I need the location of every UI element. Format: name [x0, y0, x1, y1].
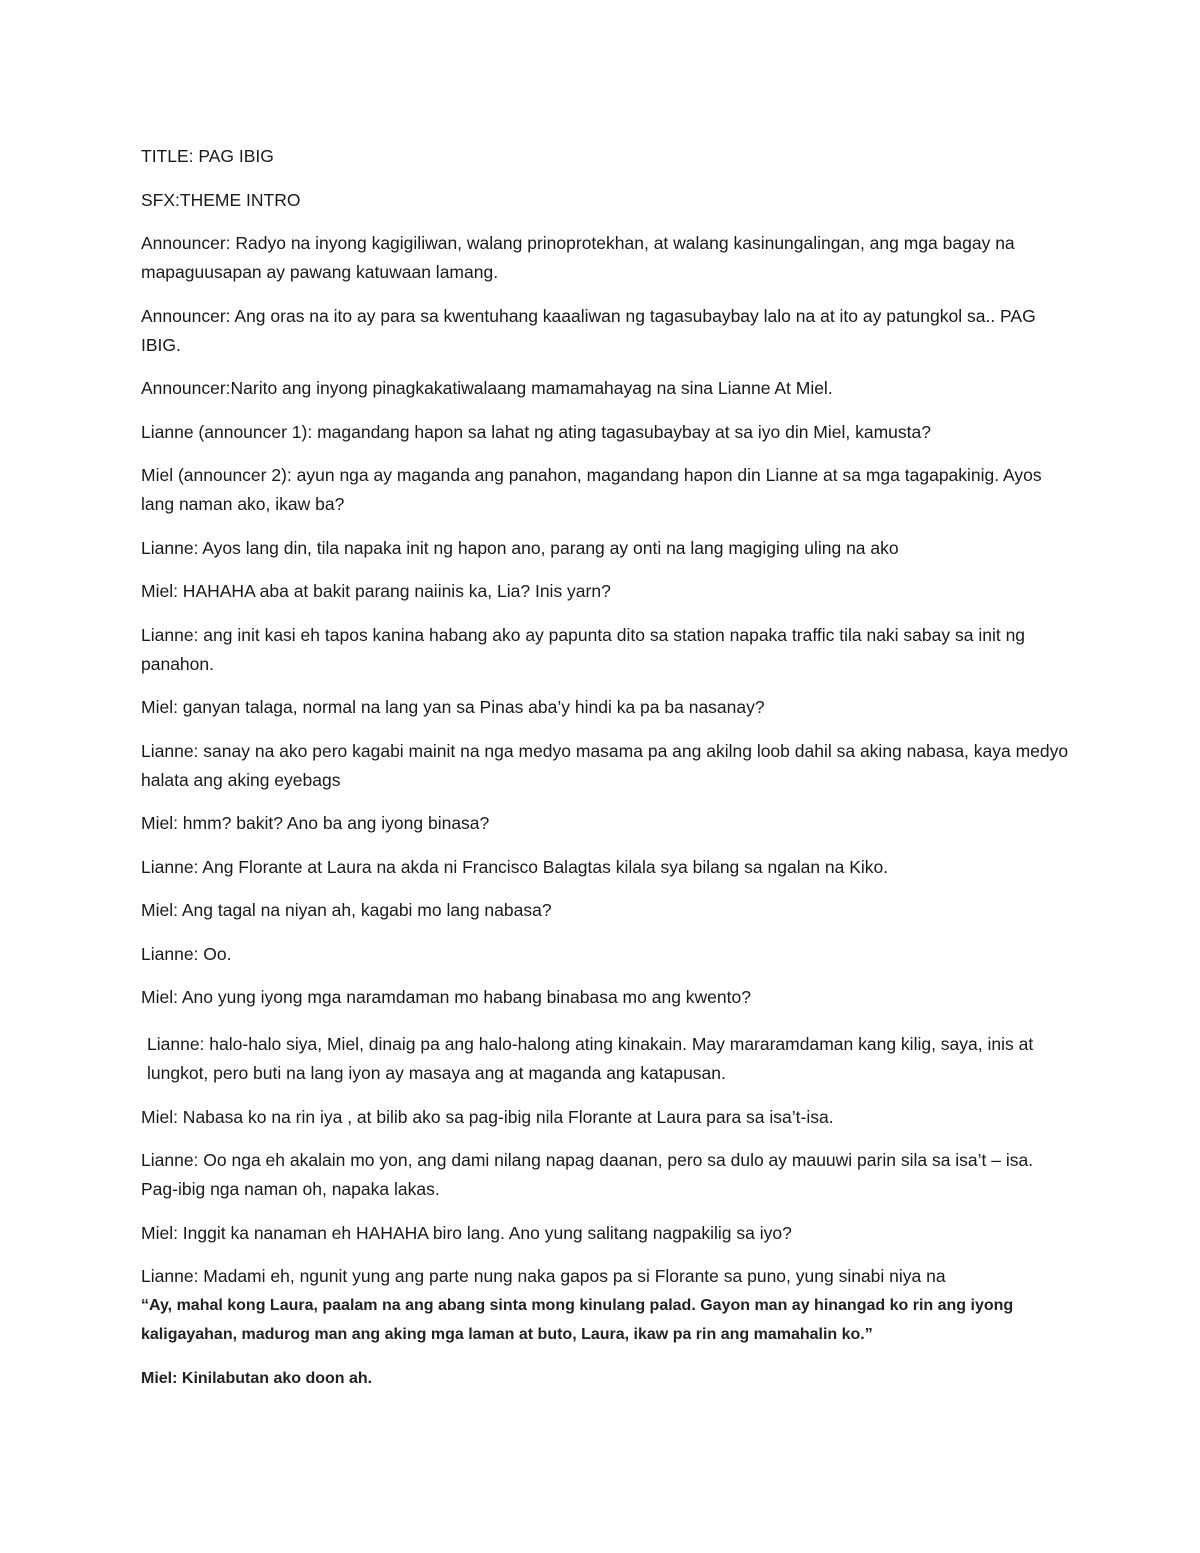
dialogue-line: Lianne: Madami eh, ngunit yung ang parte nung naka gapos pa si Florante sa puno, yung sinabi niya na [141, 1266, 946, 1286]
dialogue-line: Lianne: halo-halo siya, Miel, dinaig pa ang halo-halong ating kinakain. May mararamdaman kang kilig, saya, inis at lungkot, pero buti na lang iyon ay masaya ang at maganda ang katapusan. [147, 1034, 1034, 1083]
dialogue-line: Lianne: Ayos lang din, tila napaka init ng hapon ano, parang ay onti na lang magiging uling na ako [141, 537, 899, 558]
dialogue-line: Miel: HAHAHA aba at bakit parang naiinis ka, Lia? Inis yarn? [141, 581, 611, 601]
dialogue-line: Announcer: Radyo na inyong kagigiliwan, walang prinoprotekhan, at walang kasinungalingan, ang mga bagay na mapaguusapan ay pawang katuwaan lamang. [141, 233, 1015, 282]
sfx-line: SFX:THEME INTRO [141, 189, 301, 210]
dialogue-line: Miel: Ano yung iyong mga naramdaman mo habang binabasa mo ang kwento? [141, 987, 751, 1007]
dialogue-line: Lianne: Oo nga eh akalain mo yon, ang dami nilang napag daanan, pero sa dulo ay mauuwi parin sila sa isa’t – isa. Pag-ibig nga naman oh, napaka lakas. [141, 1150, 1034, 1199]
final-line: Miel: Kinilabutan ako doon ah. [141, 1369, 373, 1387]
dialogue-line: Announcer:Narito ang inyong pinagkakatiwalaang mamamahayag na sina Lianne At Miel. [141, 378, 833, 398]
title-line: TITLE: PAG IBIG [141, 146, 274, 166]
dialogue-line: Lianne: ang init kasi eh tapos kanina habang ako ay papunta dito sa station napaka traffic tila naki sabay sa init ng panahon. [141, 624, 1026, 674]
dialogue-line: Announcer: Ang oras na ito ay para sa kwentuhang kaaaliwan ng tagasubaybay lalo na at ito ay patungkol sa.. PAG IBIG. [141, 305, 1036, 355]
dialogue-line: Lianne: Oo. [141, 943, 232, 964]
dialogue-line: Miel: Nabasa ko na rin iya , at bilib ako sa pag-ibig nila Florante at Laura para sa isa’t-isa. [141, 1106, 834, 1127]
dialogue-line: Miel (announcer 2): ayun nga ay maganda ang panahon, magandang hapon din Lianne at sa mga tagapakinig. Ayos lang naman ako, ikaw ba? [141, 465, 1042, 514]
dialogue-line: Lianne: sanay na ako pero kagabi mainit na nga medyo masama pa ang akilng loob dahil sa aking nabasa, kaya medyo halata ang aking eyebags [141, 740, 1069, 790]
dialogue-line: Lianne (announcer 1): magandang hapon sa lahat ng ating tagasubaybay at sa iyo din Miel, kamusta? [141, 421, 931, 442]
lianne-quote-block [141, 1262, 1071, 1349]
script-body [141, 142, 1071, 1407]
dialogue-line: Miel: Ang tagal na niyan ah, kagabi mo lang nabasa? [141, 900, 552, 920]
dialogue-line: Lianne: Ang Florante at Laura na akda ni Francisco Balagtas kilala sya bilang sa ngalan na Kiko. [141, 856, 889, 877]
dialogue-line: Miel: hmm? bakit? Ano ba ang iyong binasa? [141, 813, 490, 833]
quoted-passage: “Ay, mahal kong Laura, paalam na ang abang sinta mong kinulang palad. Gayon man ay hinangad ko rin ang iyong kaligayahan, madurog man ang aking mga laman at buto, Laura, ikaw pa rin ang mamahalin ko.” [141, 1297, 1014, 1343]
dialogue-line: Miel: ganyan talaga, normal na lang yan sa Pinas aba’y hindi ka pa ba nasanay? [141, 697, 765, 717]
dialogue-line: Miel: Inggit ka nanaman eh HAHAHA biro lang. Ano yung salitang nagpakilig sa iyo? [141, 1222, 792, 1243]
